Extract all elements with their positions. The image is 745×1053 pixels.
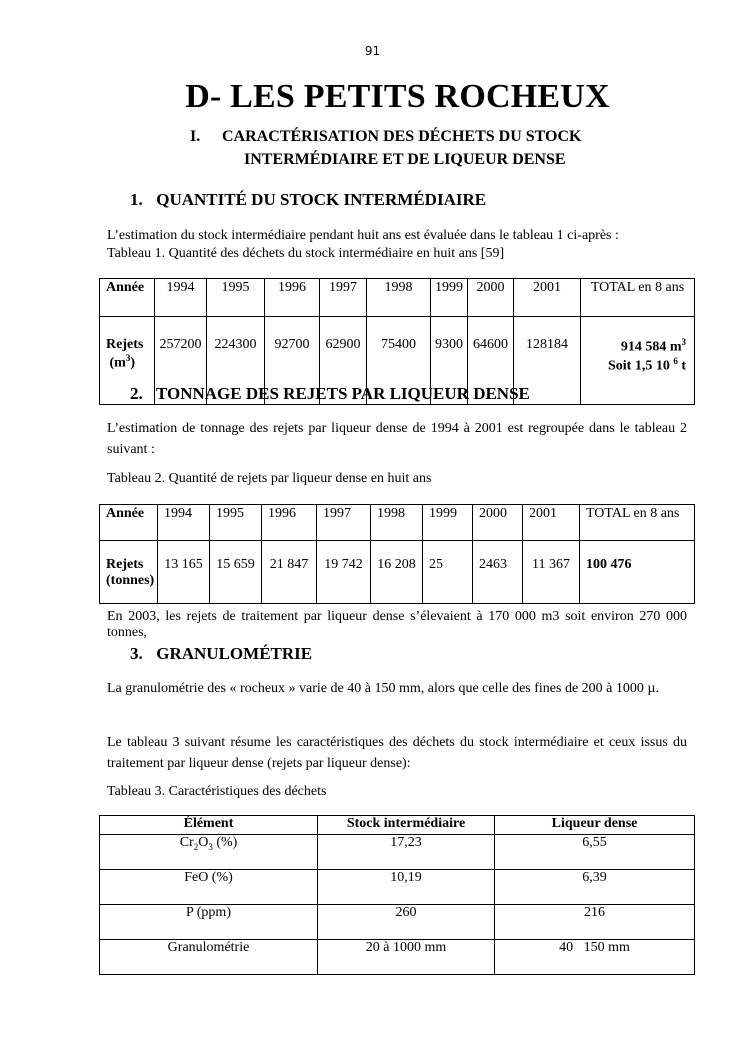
table3-header-row	[100, 816, 695, 835]
table3-cell: 6,39	[495, 870, 695, 905]
paragraph-5: Le tableau 3 suivant résume les caractéristiques des déchets du stock intermédiaire et ceux issus du traitement par liqueur dense (rejets par liqueur dense):	[107, 735, 687, 771]
table1-value: 62900	[320, 317, 367, 405]
table-row	[100, 870, 695, 905]
section-title-line2: INTERMÉDIAIRE ET DE LIQUEUR DENSE	[244, 151, 566, 168]
table3-cell: 20 à 1000 mm	[318, 940, 495, 975]
table2-year: 1998	[371, 505, 423, 541]
table2-year: 1997	[317, 505, 371, 541]
table1-unit: (m	[109, 355, 126, 371]
table1-year: 2001	[514, 279, 581, 317]
paragraph-2: L’estimation de tonnage des rejets par liqueur dense de 1994 à 2001 est regroupée dans le tableau 2 suivant :	[107, 421, 687, 457]
table1-rejets-label: Rejets	[106, 337, 144, 352]
heading-2-number: 2.	[130, 384, 143, 403]
table2-value: 16 208	[371, 541, 423, 604]
table2-total-value: 100 476	[580, 541, 695, 604]
table2-year: 2001	[523, 505, 580, 541]
table1-total-alt: Soit 1,5 10	[607, 358, 670, 374]
heading-1-text: QUANTITÉ DU STOCK INTERMÉDIAIRE	[156, 190, 487, 209]
table1-year: 1998	[367, 279, 431, 317]
table-row	[100, 905, 695, 940]
heading-1	[130, 190, 486, 210]
table1-year: 1994	[155, 279, 207, 317]
table2-year: 1999	[423, 505, 473, 541]
heading-1-number: 1.	[130, 190, 143, 209]
table3-cell: 40 150 mm	[495, 940, 695, 975]
table2-value-row	[100, 541, 695, 604]
table-2	[99, 504, 695, 604]
table2-year: 1995	[210, 505, 262, 541]
section-number: I.	[190, 128, 201, 145]
table1-year: 1995	[207, 279, 265, 317]
heading-2	[130, 384, 530, 404]
table-row	[100, 835, 695, 870]
table3-cell: FeO (%)	[100, 870, 318, 905]
table1-year-row	[100, 279, 695, 317]
table1-total-value	[581, 317, 695, 405]
table1-year-label: Année	[100, 279, 155, 317]
table3-header: Élément	[100, 816, 318, 835]
section-title-line1: CARACTÉRISATION DES DÉCHETS DU STOCK	[222, 128, 582, 145]
table1-caption: Tableau 1. Quantité des déchets du stock intermédiaire en huit ans [59]	[107, 246, 505, 261]
table2-value: 13 165	[158, 541, 210, 604]
table2-value: 15 659	[210, 541, 262, 604]
table1-total-alt-sup: 6	[673, 355, 678, 366]
table1-value: 128184	[514, 317, 581, 405]
table1-value: 75400	[367, 317, 431, 405]
table1-total-sup: 3	[681, 337, 686, 347]
table3-cell: 10,19	[318, 870, 495, 905]
table3-header: Stock intermédiaire	[318, 816, 495, 835]
table3-cell: 260	[318, 905, 495, 940]
table2-year-row	[100, 505, 695, 541]
table1-total-alt-end: t	[677, 358, 686, 374]
table2-value: 2463	[473, 541, 523, 604]
paragraph-3: En 2003, les rejets de traitement par liqueur dense s’élevaient à 170 000 m3 soit environ 270 000 tonnes,	[107, 609, 687, 640]
table3-cell: 17,23	[318, 835, 495, 870]
table1-value: 92700	[265, 317, 320, 405]
paragraph-1: L’estimation du stock intermédiaire pendant huit ans est évaluée dans le tableau 1 ci-après :	[107, 228, 619, 243]
table1-year: 2000	[468, 279, 514, 317]
table2-value: 11 367	[523, 541, 580, 604]
table2-value: 25	[423, 541, 473, 604]
table1-total-amount: 914 584 m	[620, 339, 682, 355]
table-3	[99, 815, 695, 975]
heading-3-number: 3.	[130, 644, 143, 663]
table3-cr2o3-cell: $Cr_2O_3$ (%)	[100, 835, 318, 870]
table1-year: 1999	[431, 279, 468, 317]
table3-caption: Tableau 3. Caractéristiques des déchets	[107, 784, 327, 799]
table2-value: 19 742	[317, 541, 371, 604]
table2-year: 1994	[158, 505, 210, 541]
table3-cell: 216	[495, 905, 695, 940]
table3-header: Liqueur dense	[495, 816, 695, 835]
table2-total-header: TOTAL en 8 ans	[580, 505, 695, 541]
table1-value: 64600	[468, 317, 514, 405]
main-title: D- LES PETITS ROCHEUX	[185, 78, 610, 115]
table1-unit-end: )	[130, 355, 135, 371]
table1-year: 1996	[265, 279, 320, 317]
table1-total-header: TOTAL en 8 ans	[581, 279, 695, 317]
paragraph-4: La granulométrie des « rocheux » varie de 40 à 150 mm, alors que celle des fines de 200 à 1000 µ.	[107, 681, 659, 696]
table2-caption: Tableau 2. Quantité de rejets par liqueur dense en huit ans	[107, 471, 432, 486]
table2-year: 1996	[262, 505, 317, 541]
heading-3-text: GRANULOMÉTRIE	[156, 644, 313, 663]
table2-value: 21 847	[262, 541, 317, 604]
table1-value: 257200	[155, 317, 207, 405]
table1-value: 9300	[431, 317, 468, 405]
table3-cell: 6,55	[495, 835, 695, 870]
table2-value-label: Rejets (tonnes)	[100, 541, 158, 604]
heading-3	[130, 644, 312, 664]
table1-unit-sup: 3	[125, 353, 131, 363]
table2-year: 2000	[473, 505, 523, 541]
table-row	[100, 940, 695, 975]
table3-cell: Granulométrie	[100, 940, 318, 975]
table2-year-label: Année	[100, 505, 158, 541]
table1-value: 224300	[207, 317, 265, 405]
page-number: 91	[364, 44, 381, 58]
table1-year: 1997	[320, 279, 367, 317]
heading-2-text: TONNAGE DES REJETS PAR LIQUEUR DENSE	[155, 384, 530, 403]
table3-cell: P (ppm)	[100, 905, 318, 940]
